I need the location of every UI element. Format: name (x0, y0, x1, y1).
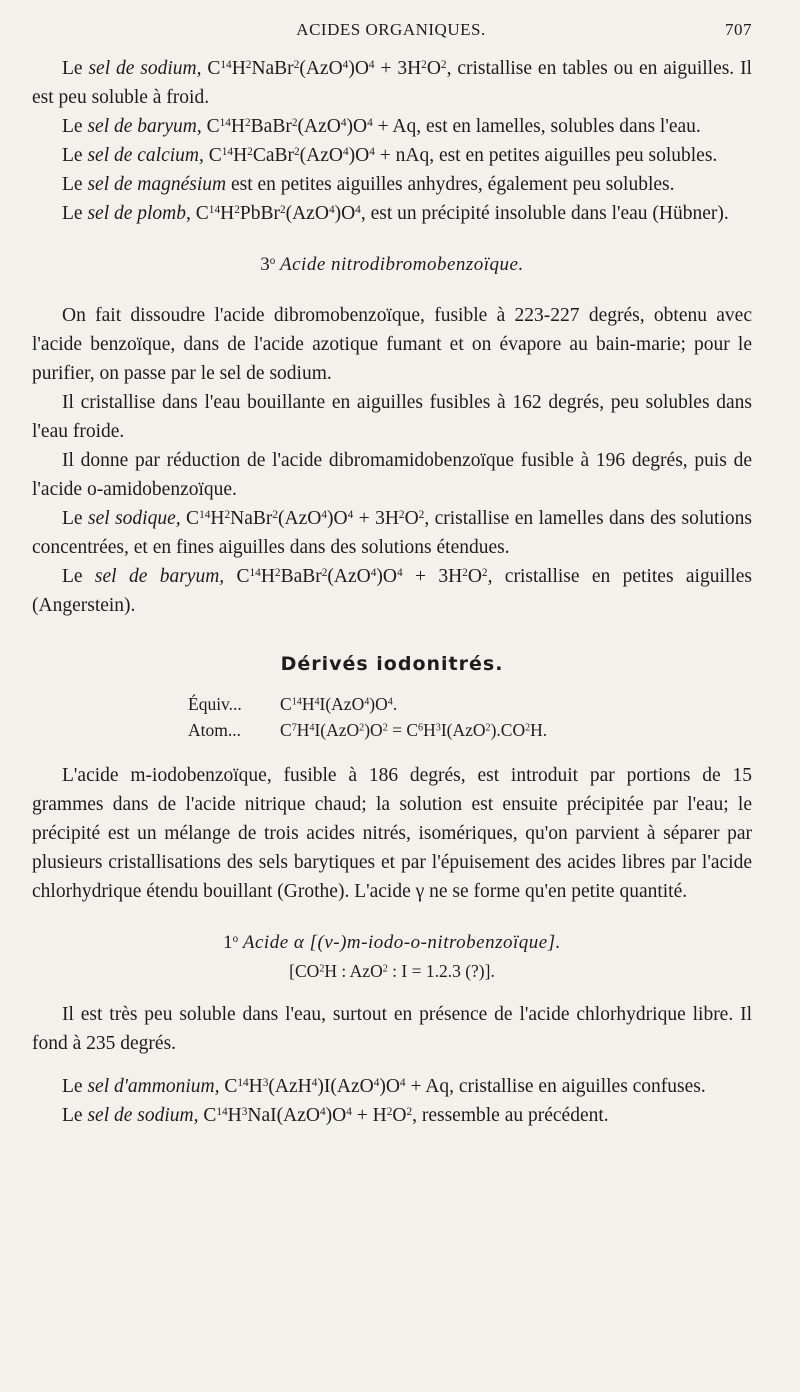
paragraph-sel-baryum: Le sel de baryum, $C^{14}H^2BaBr^2(AzO^4)O^4 + Aq$, est en lamelles, solubles dans l'eau. (62, 116, 701, 137)
formula-ratio: [$CO^2H$ : AzO$^2$ : I = 1.2.3 (?)]. (289, 961, 495, 981)
running-header (30, 20, 752, 48)
paragraph-iodobenzoique: L'acide m-iodobenzoïque, fusible à 186 degrés, est introduit par portions de 15 grammes dans de l'acide nitrique chaud; la solution est ensuite précipitée par l'eau; le précipité est un mélange de trois acides nitrés, isomériques, qu'on parvient à séparer par plusieurs cristallisations des sels barytiques et par l'épuisement des acides libres par l'acide chlorhydrique étendu bouillant (Grothe). L'acide γ ne se forme qu'en petite quantité. (32, 765, 752, 902)
page-number: 707 (725, 20, 752, 39)
formula-atomic: Atom... $C^7H^4I(AzO^2)O^2 = C^6H^3I(AzO^2).CO^2H$. (188, 720, 548, 740)
paragraph-sel-magnesium: Le sel de magnésium est en petites aiguilles anhydres, également peu solubles. (62, 174, 675, 195)
heading-derives-iodonitres: Dérivés iodonitrés. (280, 653, 504, 675)
paragraph-preparation: On fait dissoudre l'acide dibromobenzoïque, fusible à 223-227 degrés, obtenu avec l'acide benzoïque, dans de l'acide azotique fumant et on évapore au bain-marie; pour le purifier, on passe par le sel de sodium. (32, 305, 752, 384)
paragraph-sel-sodique: Le sel sodique, $C^{14}H^2NaBr^2(AzO^4)O^4 + 3H^2O^2$, cristallise en lamelles dans des solutions concentrées, et en fines aiguilles dans des solutions étendues. (32, 508, 752, 558)
paragraph-solubilite: Il est très peu soluble dans l'eau, surtout en présence de l'acide chlorhydrique libre. Il fond à 235 degrés. (32, 1004, 752, 1054)
paragraph-sel-plomb: Le sel de plomb, $C^{14}H^2PbBr^2(AzO^4)O^4$, est un précipité insoluble dans l'eau (Hübner). (62, 203, 729, 224)
paragraph-sel-calcium: Le sel de calcium, $C^{14}H^2CaBr^2(AzO^4)O^4$ + nAq, est en petites aiguilles peu solubles. (62, 145, 718, 166)
page-body (32, 54, 752, 1130)
paragraph-sel-baryum-2: Le sel de baryum, $C^{14}H^2BaBr^2(AzO^4)O^4 + 3H^2O^2$, cristallise en petites aiguilles (Angerstein). (32, 566, 752, 616)
paragraph-sel-ammonium: Le sel d'ammonium, $C^{14}H^3(AzH^4)I(AzO^4)O^4 + Aq$, cristallise en aiguilles confuses. (62, 1076, 706, 1097)
paragraph-sel-sodium: Le sel de sodium, $C^{14}H^2NaBr^2(AzO^4)O^4 + 3H^2O^2$, cristallise en tables ou en aiguilles. Il est peu soluble à froid. (32, 58, 752, 108)
paragraph-sel-sodium-iodo: Le sel de sodium, $C^{14}H^3NaI(AzO^4)O^4 + H^2O^2$, ressemble au précédent. (62, 1105, 609, 1126)
section-heading-acide-alpha: 1$^o$ Acide α [(v-)m-iodo-o-nitrobenzoïque]. (223, 932, 561, 953)
formula-equivalent: Équiv... $C^{14}H^4I(AzO^4)O^4$. (188, 694, 398, 714)
header-title: ACIDES ORGANIQUES. (296, 20, 486, 39)
paragraph-cristallisation: Il cristallise dans l'eau bouillante en aiguilles fusibles à 162 degrés, peu solubles dans l'eau froide. (32, 392, 752, 442)
paragraph-reduction: Il donne par réduction de l'acide dibromamidobenzoïque fusible à 196 degrés, puis de l'acide o-amidobenzoïque. (32, 450, 752, 500)
section-heading-nitrodibromobenzoique: 3$^o$ Acide nitrodibromobenzoïque. (260, 254, 524, 275)
